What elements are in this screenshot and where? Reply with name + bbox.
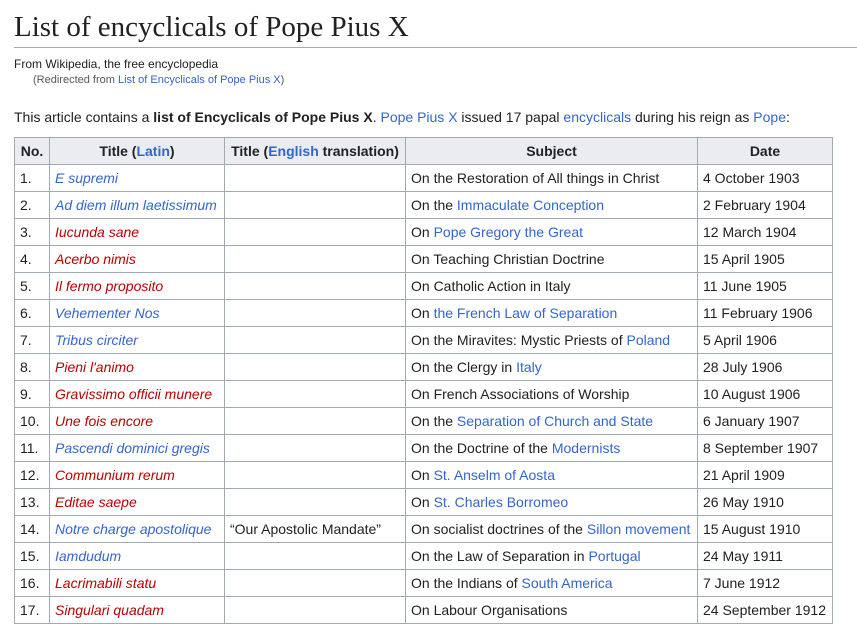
row-number: 13. <box>15 489 50 516</box>
intro-text: This article contains a <box>14 109 154 125</box>
latin-title-cell <box>50 381 225 408</box>
table-row <box>15 300 833 327</box>
row-number: 3. <box>15 219 50 246</box>
latin-title-cell <box>50 516 225 543</box>
table-row <box>15 219 833 246</box>
intro-text: . <box>372 109 381 125</box>
encyclicals-table <box>14 137 833 624</box>
row-number: 15. <box>15 543 50 570</box>
encyclical-title-link[interactable]: Il fermo proposito <box>55 278 164 294</box>
encyclical-title-link[interactable]: Vehementer Nos <box>55 305 160 321</box>
english-title-cell <box>225 462 406 489</box>
english-title-cell <box>225 354 406 381</box>
row-number: 6. <box>15 300 50 327</box>
encyclical-title-link[interactable]: Iucunda sane <box>55 224 140 240</box>
subject-link[interactable]: St. Anselm of Aosta <box>433 467 555 483</box>
subject-cell <box>406 192 698 219</box>
row-number: 14. <box>15 516 50 543</box>
row-number: 4. <box>15 246 50 273</box>
english-title-cell <box>225 327 406 354</box>
row-number: 1. <box>15 165 50 192</box>
english-title-cell <box>225 273 406 300</box>
table-row <box>15 381 833 408</box>
encyclical-title-link[interactable]: Acerbo nimis <box>55 251 136 267</box>
subject-text: On the Indians of <box>411 575 522 591</box>
date-cell: 15 April 1905 <box>698 246 833 273</box>
row-number: 9. <box>15 381 50 408</box>
subject-text: On the Law of Separation in <box>411 548 589 564</box>
subject-text: On <box>411 224 434 240</box>
row-number: 16. <box>15 570 50 597</box>
latin-title-cell <box>50 408 225 435</box>
encyclical-title-link[interactable]: Notre charge apostolique <box>55 521 212 537</box>
date-cell: 6 January 1907 <box>698 408 833 435</box>
encyclical-title-link[interactable]: Editae saepe <box>55 494 137 510</box>
latin-title-cell <box>50 462 225 489</box>
english-title-cell <box>225 597 406 624</box>
subject-cell <box>406 354 698 381</box>
intro-text: : <box>786 109 790 125</box>
subject-cell <box>406 462 698 489</box>
subject-cell <box>406 300 698 327</box>
subject-link[interactable]: St. Charles Borromeo <box>433 494 569 510</box>
subject-cell <box>406 516 698 543</box>
latin-title-cell <box>50 165 225 192</box>
date-cell: 12 March 1904 <box>698 219 833 246</box>
subject-cell <box>406 435 698 462</box>
row-number: 10. <box>15 408 50 435</box>
english-title-cell <box>225 570 406 597</box>
latin-title-cell <box>50 570 225 597</box>
header-title-english: Title (English translation) <box>225 138 406 165</box>
table-row <box>15 570 833 597</box>
subject-cell <box>406 570 698 597</box>
site-tagline: From Wikipedia, the free encyclopedia <box>14 57 219 71</box>
subject-text: On <box>411 494 434 510</box>
english-title-cell <box>225 165 406 192</box>
table-row <box>15 354 833 381</box>
subject-link[interactable]: the French Law of Separation <box>433 305 618 321</box>
date-cell: 11 June 1905 <box>698 273 833 300</box>
table-row <box>15 327 833 354</box>
intro-text: during his reign as <box>631 109 754 125</box>
latin-title-cell <box>50 435 225 462</box>
subject-text: On the Restoration of All things in Christ <box>411 170 660 186</box>
date-cell: 7 June 1912 <box>698 570 833 597</box>
subject-text: On the <box>411 413 457 429</box>
subject-cell <box>406 246 698 273</box>
english-title-cell <box>225 300 406 327</box>
row-number: 17. <box>15 597 50 624</box>
row-number: 11. <box>15 435 50 462</box>
subject-text: On the Miravites: Mystic Priests of <box>411 332 627 348</box>
date-cell: 26 May 1910 <box>698 489 833 516</box>
header-no: No. <box>15 138 50 165</box>
row-number: 2. <box>15 192 50 219</box>
table-row <box>15 516 833 543</box>
subject-text: On Teaching Christian Doctrine <box>411 251 605 267</box>
subject-text: On the Clergy in <box>411 359 517 375</box>
table-row <box>15 489 833 516</box>
latin-title-cell <box>50 354 225 381</box>
subject-cell <box>406 273 698 300</box>
encyclical-title-link[interactable]: Communium rerum <box>55 467 175 483</box>
subject-cell <box>406 597 698 624</box>
english-title-cell <box>225 408 406 435</box>
english-link[interactable]: English <box>268 143 319 159</box>
row-number: 8. <box>15 354 50 381</box>
latin-title-cell <box>50 300 225 327</box>
subject-text: On <box>411 305 434 321</box>
encyclical-title-link[interactable]: Iamdudum <box>55 548 122 564</box>
encyclical-title-link[interactable]: Ad diem illum laetissimum <box>55 197 217 213</box>
row-number: 7. <box>15 327 50 354</box>
row-number: 5. <box>15 273 50 300</box>
latin-title-cell <box>50 246 225 273</box>
date-cell: 5 April 1906 <box>698 327 833 354</box>
subject-link[interactable]: Portugal <box>588 548 641 564</box>
subject-text: On French Associations of Worship <box>411 386 630 402</box>
table-row <box>15 273 833 300</box>
subject-link[interactable]: Modernists <box>551 440 621 456</box>
latin-title-cell <box>50 327 225 354</box>
subject-text: On Labour Organisations <box>411 602 568 618</box>
header-date: Date <box>698 138 833 165</box>
redirect-prefix: (Redirected from <box>33 74 118 86</box>
table-row <box>15 408 833 435</box>
latin-title-cell <box>50 273 225 300</box>
redirect-link[interactable]: List of Encyclicals of Pope Pius X <box>117 74 281 86</box>
encyclical-title-link[interactable]: Pieni l'animo <box>55 359 134 375</box>
table-row <box>15 192 833 219</box>
table-header-row <box>15 138 833 165</box>
english-title-cell <box>225 543 406 570</box>
encyclicals-link[interactable]: encyclicals <box>563 109 632 125</box>
subject-link[interactable]: Immaculate Conception <box>456 197 604 213</box>
subject-link[interactable]: Separation of Church and State <box>456 413 654 429</box>
latin-title-cell <box>50 219 225 246</box>
pope-link[interactable]: Pope <box>753 109 786 125</box>
encyclical-title-link[interactable]: E supremi <box>55 170 119 186</box>
subject-cell <box>406 165 698 192</box>
subject-text: On socialist doctrines of the <box>411 521 587 537</box>
table-row <box>15 462 833 489</box>
date-cell: 24 May 1911 <box>698 543 833 570</box>
subject-cell <box>406 543 698 570</box>
date-cell: 15 August 1910 <box>698 516 833 543</box>
table-row <box>15 165 833 192</box>
encyclical-title-link[interactable]: Tribus circiter <box>55 332 138 348</box>
encyclical-title-link[interactable]: Pascendi dominici gregis <box>55 440 210 456</box>
header-subject: Subject <box>406 138 698 165</box>
english-title-cell <box>225 192 406 219</box>
subject-link[interactable]: Sillon movement <box>586 521 691 537</box>
date-cell: 28 July 1906 <box>698 354 833 381</box>
date-cell: 4 October 1903 <box>698 165 833 192</box>
subject-link[interactable]: Pope Gregory the Great <box>433 224 583 240</box>
subject-cell <box>406 219 698 246</box>
english-title-cell: “Our Apostolic Mandate” <box>225 516 406 543</box>
date-cell: 24 September 1912 <box>698 597 833 624</box>
encyclical-title-link[interactable]: Gravissimo officii munere <box>55 386 213 402</box>
row-number: 12. <box>15 462 50 489</box>
date-cell: 21 April 1909 <box>698 462 833 489</box>
table-row <box>15 246 833 273</box>
table-row <box>15 597 833 624</box>
redirect-suffix: ) <box>280 74 285 86</box>
english-title-cell <box>225 246 406 273</box>
date-cell: 10 August 1906 <box>698 381 833 408</box>
subject-cell <box>406 381 698 408</box>
english-title-cell <box>225 219 406 246</box>
subject-text: On Catholic Action in Italy <box>411 278 571 294</box>
subject-cell <box>406 489 698 516</box>
english-title-cell <box>225 435 406 462</box>
encyclical-title-link[interactable]: Une fois encore <box>55 413 154 429</box>
subject-text: On the Doctrine of the <box>411 440 552 456</box>
intro-bold-text: list of Encyclicals of Pope Pius X <box>153 109 373 125</box>
encyclical-title-link[interactable]: Lacrimabili statu <box>55 575 157 591</box>
english-title-cell <box>225 489 406 516</box>
english-title-cell <box>225 381 406 408</box>
date-cell: 2 February 1904 <box>698 192 833 219</box>
subject-link[interactable]: Poland <box>626 332 671 348</box>
pope-pius-x-link[interactable]: Pope Pius X <box>380 109 458 125</box>
table-row <box>15 435 833 462</box>
subject-link[interactable]: South America <box>521 575 613 591</box>
header-title-latin: Title (Latin) <box>50 138 225 165</box>
latin-title-cell <box>50 543 225 570</box>
latin-link[interactable]: Latin <box>136 143 170 159</box>
date-cell: 8 September 1907 <box>698 435 833 462</box>
table-body <box>15 165 833 624</box>
subject-text: On <box>411 467 434 483</box>
redirect-notice <box>33 72 857 88</box>
latin-title-cell <box>50 489 225 516</box>
encyclical-title-link[interactable]: Singulari quadam <box>55 602 164 618</box>
page-title: List of encyclicals of Pope Pius X <box>14 0 857 48</box>
subject-cell <box>406 327 698 354</box>
latin-title-cell <box>50 192 225 219</box>
intro-paragraph <box>14 107 857 127</box>
intro-text: issued 17 papal <box>457 109 564 125</box>
subject-cell <box>406 408 698 435</box>
table-row <box>15 543 833 570</box>
subject-text: On the <box>411 197 457 213</box>
subject-link[interactable]: Italy <box>516 359 542 375</box>
latin-title-cell <box>50 597 225 624</box>
date-cell: 11 February 1906 <box>698 300 833 327</box>
